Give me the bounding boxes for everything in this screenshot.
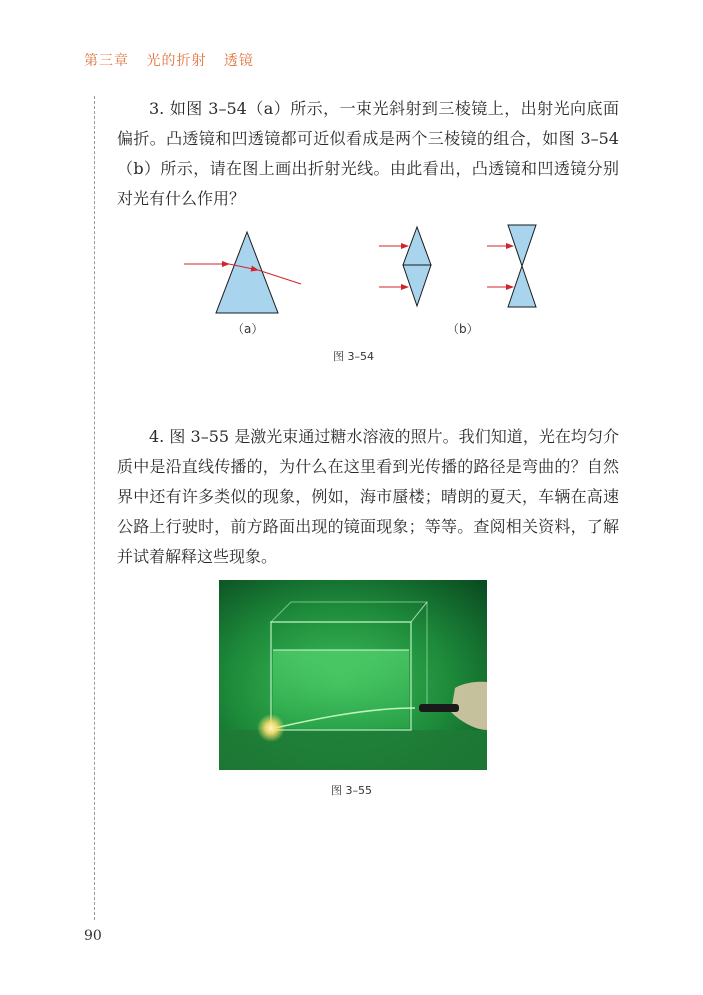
section-title: 光的折射	[146, 53, 207, 69]
question-4	[117, 422, 619, 572]
chapter-label: 第三章	[84, 53, 129, 69]
figure-3-54-caption: 图 3–54	[333, 350, 374, 363]
question-4-text: 4. 图 3–55 是激光束通过糖水溶液的照片。我们知道，光在均匀介质中是沿直线传播的，为什么在这里看到光传播的路径是弯曲的？自然界中还有许多类似的现象，例如，海市蜃楼；晴朗的夏天，车辆在高速公路上行驶时，前方路面出现的镜面现象；等等。查阅相关资料，了解并试着解释这些现象。	[117, 427, 619, 566]
convex-prism-bottom	[403, 265, 431, 306]
figure-label-a: （a）	[232, 322, 264, 336]
figure-3-55-caption: 图 3–55	[331, 784, 372, 797]
question-3-text: 3. 如图 3–54（a）所示，一束光斜射到三棱镜上，出射光向底面偏折。凸透镜和凹透镜都可近似看成是两个三棱镜的组合，如图 3–54（b）所示，请在图上画出折射光线。由此看出，凸透镜和凹透镜分别对光有什么作用？	[117, 99, 619, 208]
page-number: 90	[84, 928, 102, 944]
laser-pointer	[419, 704, 459, 712]
prism-a	[216, 232, 278, 313]
figure-3-55-photo	[219, 580, 487, 770]
figure-label-b: （b）	[447, 322, 479, 336]
section-subtitle: 透镜	[223, 53, 254, 69]
